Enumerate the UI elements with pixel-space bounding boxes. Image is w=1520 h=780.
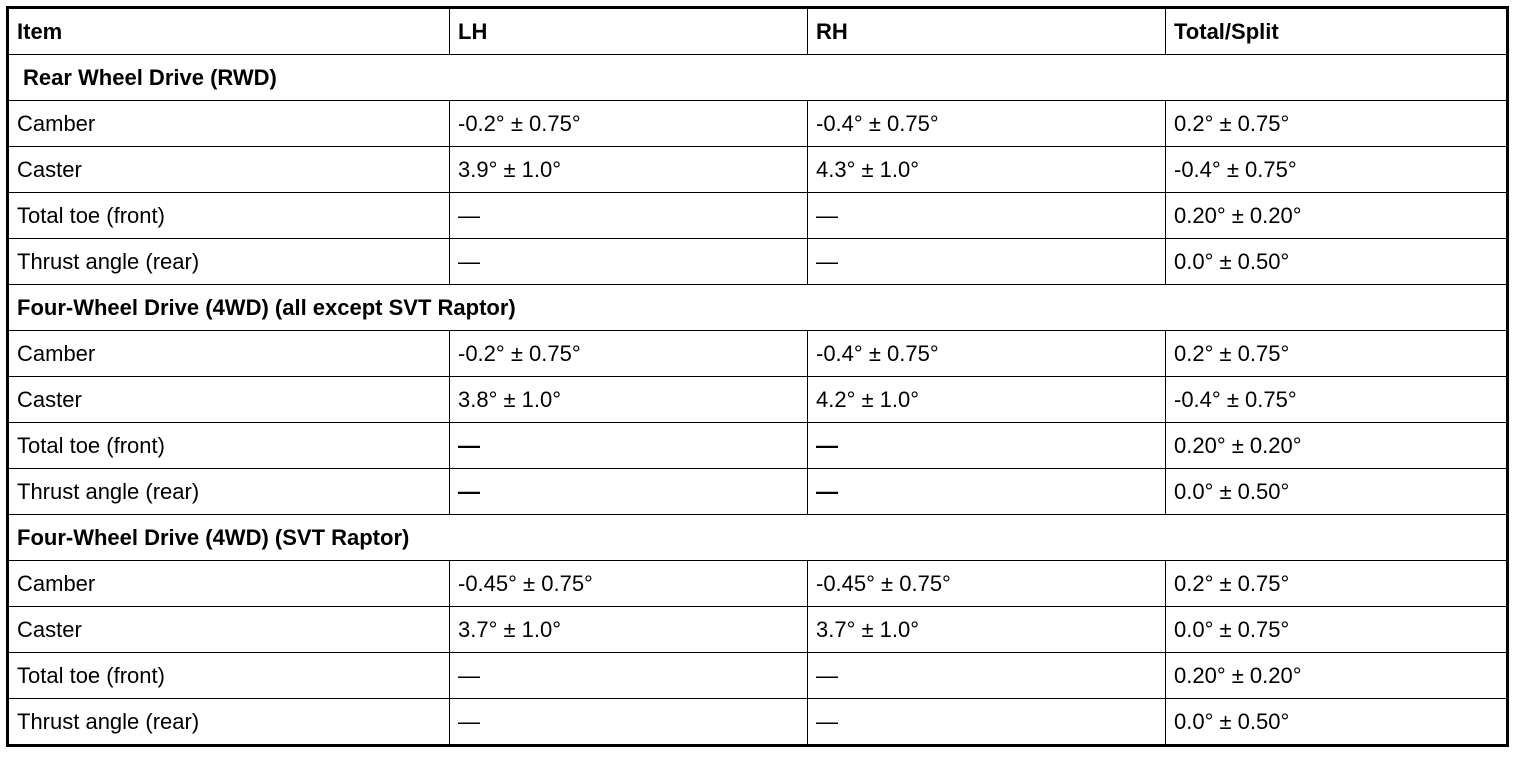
cell-item: Camber bbox=[8, 561, 450, 607]
table-row bbox=[8, 699, 1508, 746]
table-row bbox=[8, 607, 1508, 653]
cell-total-split: -0.4° ± 0.75° bbox=[1166, 147, 1508, 193]
section-header-row bbox=[8, 515, 1508, 561]
cell-rh: -0.4° ± 0.75° bbox=[808, 101, 1166, 147]
cell-item: Caster bbox=[8, 607, 450, 653]
section-title-4wd-except-raptor: Four-Wheel Drive (4WD) (all except SVT Raptor) bbox=[8, 285, 1508, 331]
column-header-rh: RH bbox=[808, 8, 1166, 55]
table-row bbox=[8, 331, 1508, 377]
section-title-4wd-raptor: Four-Wheel Drive (4WD) (SVT Raptor) bbox=[8, 515, 1508, 561]
cell-rh: — bbox=[808, 423, 1166, 469]
cell-lh: — bbox=[450, 239, 808, 285]
cell-total-split: 0.0° ± 0.50° bbox=[1166, 239, 1508, 285]
cell-rh: 4.3° ± 1.0° bbox=[808, 147, 1166, 193]
cell-lh: 3.9° ± 1.0° bbox=[450, 147, 808, 193]
cell-item: Caster bbox=[8, 377, 450, 423]
cell-lh: — bbox=[450, 653, 808, 699]
cell-total-split: 0.2° ± 0.75° bbox=[1166, 561, 1508, 607]
cell-total-split: 0.20° ± 0.20° bbox=[1166, 193, 1508, 239]
section-title-rwd: Rear Wheel Drive (RWD) bbox=[8, 55, 1508, 101]
cell-rh: 4.2° ± 1.0° bbox=[808, 377, 1166, 423]
cell-total-split: 0.0° ± 0.50° bbox=[1166, 699, 1508, 746]
section-header-row bbox=[8, 285, 1508, 331]
cell-total-split: 0.0° ± 0.50° bbox=[1166, 469, 1508, 515]
table-row bbox=[8, 101, 1508, 147]
cell-rh: — bbox=[808, 653, 1166, 699]
table-row bbox=[8, 239, 1508, 285]
cell-item: Total toe (front) bbox=[8, 193, 450, 239]
table-row bbox=[8, 469, 1508, 515]
cell-lh: — bbox=[450, 423, 808, 469]
column-header-total-split: Total/Split bbox=[1166, 8, 1508, 55]
cell-rh: -0.4° ± 0.75° bbox=[808, 331, 1166, 377]
column-header-item: Item bbox=[8, 8, 450, 55]
cell-lh: 3.7° ± 1.0° bbox=[450, 607, 808, 653]
cell-lh: — bbox=[450, 193, 808, 239]
table-row bbox=[8, 561, 1508, 607]
cell-rh: — bbox=[808, 193, 1166, 239]
table-row bbox=[8, 147, 1508, 193]
cell-item: Total toe (front) bbox=[8, 423, 450, 469]
cell-total-split: 0.20° ± 0.20° bbox=[1166, 653, 1508, 699]
cell-lh: 3.8° ± 1.0° bbox=[450, 377, 808, 423]
column-header-lh: LH bbox=[450, 8, 808, 55]
alignment-spec-document bbox=[6, 6, 1509, 747]
cell-total-split: 0.2° ± 0.75° bbox=[1166, 101, 1508, 147]
cell-item: Thrust angle (rear) bbox=[8, 699, 450, 746]
cell-lh: -0.2° ± 0.75° bbox=[450, 331, 808, 377]
cell-rh: — bbox=[808, 699, 1166, 746]
section-header-row bbox=[8, 55, 1508, 101]
cell-item: Camber bbox=[8, 101, 450, 147]
cell-total-split: 0.2° ± 0.75° bbox=[1166, 331, 1508, 377]
table-row bbox=[8, 653, 1508, 699]
cell-rh: -0.45° ± 0.75° bbox=[808, 561, 1166, 607]
table-row bbox=[8, 423, 1508, 469]
cell-lh: — bbox=[450, 469, 808, 515]
cell-total-split: -0.4° ± 0.75° bbox=[1166, 377, 1508, 423]
cell-lh: -0.2° ± 0.75° bbox=[450, 101, 808, 147]
cell-lh: -0.45° ± 0.75° bbox=[450, 561, 808, 607]
cell-item: Camber bbox=[8, 331, 450, 377]
cell-item: Thrust angle (rear) bbox=[8, 469, 450, 515]
cell-rh: — bbox=[808, 239, 1166, 285]
table-header-row bbox=[8, 8, 1508, 55]
alignment-spec-table bbox=[6, 6, 1509, 747]
cell-total-split: 0.20° ± 0.20° bbox=[1166, 423, 1508, 469]
cell-item: Caster bbox=[8, 147, 450, 193]
cell-item: Thrust angle (rear) bbox=[8, 239, 450, 285]
cell-lh: — bbox=[450, 699, 808, 746]
cell-rh: 3.7° ± 1.0° bbox=[808, 607, 1166, 653]
cell-rh: — bbox=[808, 469, 1166, 515]
table-row bbox=[8, 377, 1508, 423]
cell-item: Total toe (front) bbox=[8, 653, 450, 699]
cell-total-split: 0.0° ± 0.75° bbox=[1166, 607, 1508, 653]
table-row bbox=[8, 193, 1508, 239]
